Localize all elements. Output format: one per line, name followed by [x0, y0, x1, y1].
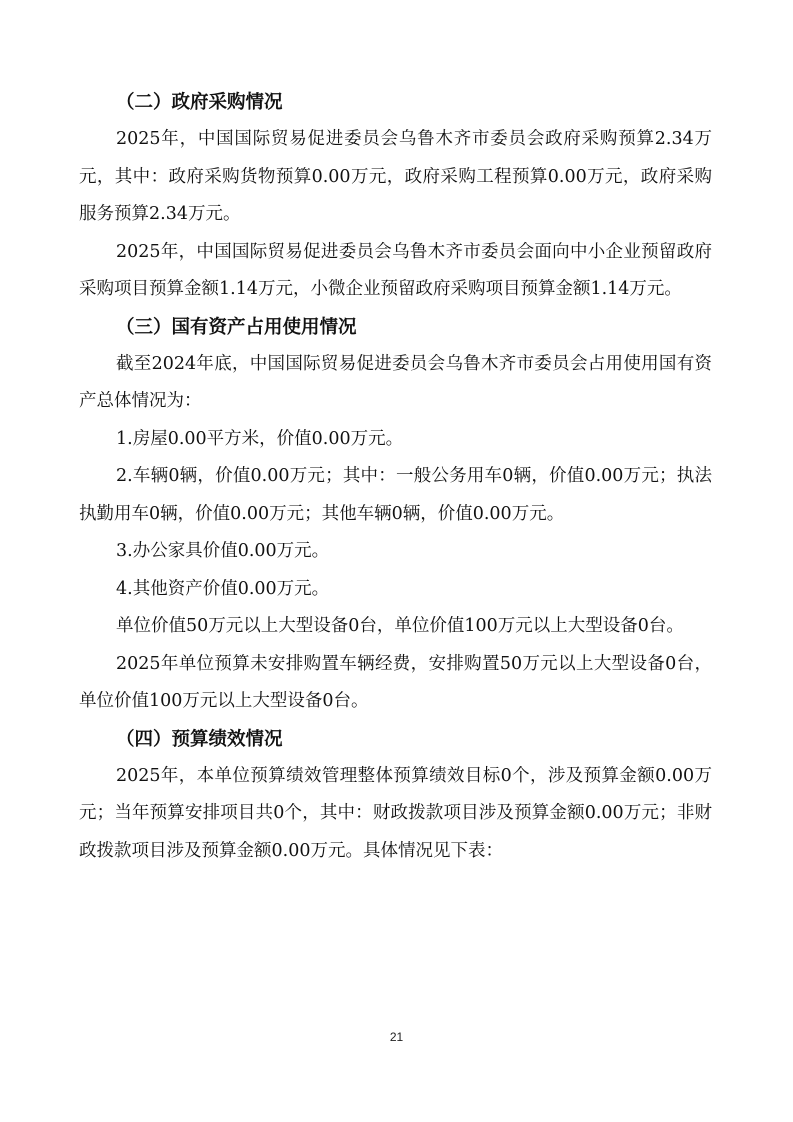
assets-paragraph-1: 截至2024年底，中国国际贸易促进委员会乌鲁木齐市委员会占用使用国有资产总体情况为： — [79, 353, 712, 411]
performance-paragraph-1: 2025年，本单位预算绩效管理整体预算绩效目标0个，涉及预算金额0.00万元；当年预算安排项目共0个，其中：财政拨款项目涉及预算金额0.00万元；非财政拨款项目涉及预算金额0.00万元。具体情况见下表： — [79, 765, 712, 861]
procurement-paragraph-2: 2025年，中国国际贸易促进委员会乌鲁木齐市委员会面向中小企业预留政府采购项目预算金额1.14万元，小微企业预留政府采购项目预算金额1.14万元。 — [79, 241, 712, 299]
assets-paragraph-2: 单位价值50万元以上大型设备0台，单位价值100万元以上大型设备0台。 — [116, 616, 684, 636]
assets-item-1: 1.房屋0.00平方米，价值0.00万元。 — [116, 428, 404, 449]
procurement-paragraph-1: 2025年，中国国际贸易促进委员会乌鲁木齐市委员会政府采购预算2.34万元，其中：政府采购货物预算0.00万元，政府采购工程预算0.00万元，政府采购服务预算2.34万元。 — [79, 129, 712, 224]
assets-item-2: 2.车辆0辆，价值0.00万元；其中：一般公务用车0辆，价值0.00万元；执法执勤用车0辆，价值0.00万元；其他车辆0辆，价值0.00万元。 — [79, 466, 712, 524]
page-number: 21 — [389, 1030, 404, 1044]
assets-item-3: 3.办公家具价值0.00万元。 — [116, 541, 330, 561]
assets-paragraph-3: 2025年单位预算未安排购置车辆经费，安排购置50万元以上大型设备0台，单位价值100万元以上大型设备0台。 — [79, 653, 712, 711]
section-heading-performance: （四）预算绩效情况 — [116, 728, 283, 750]
section-heading-procurement: （二）政府采购情况 — [116, 92, 283, 113]
assets-item-4: 4.其他资产价值0.00万元。 — [116, 578, 330, 599]
section-heading-assets: （三）国有资产占用使用情况 — [116, 316, 357, 338]
page-content — [79, 84, 712, 870]
